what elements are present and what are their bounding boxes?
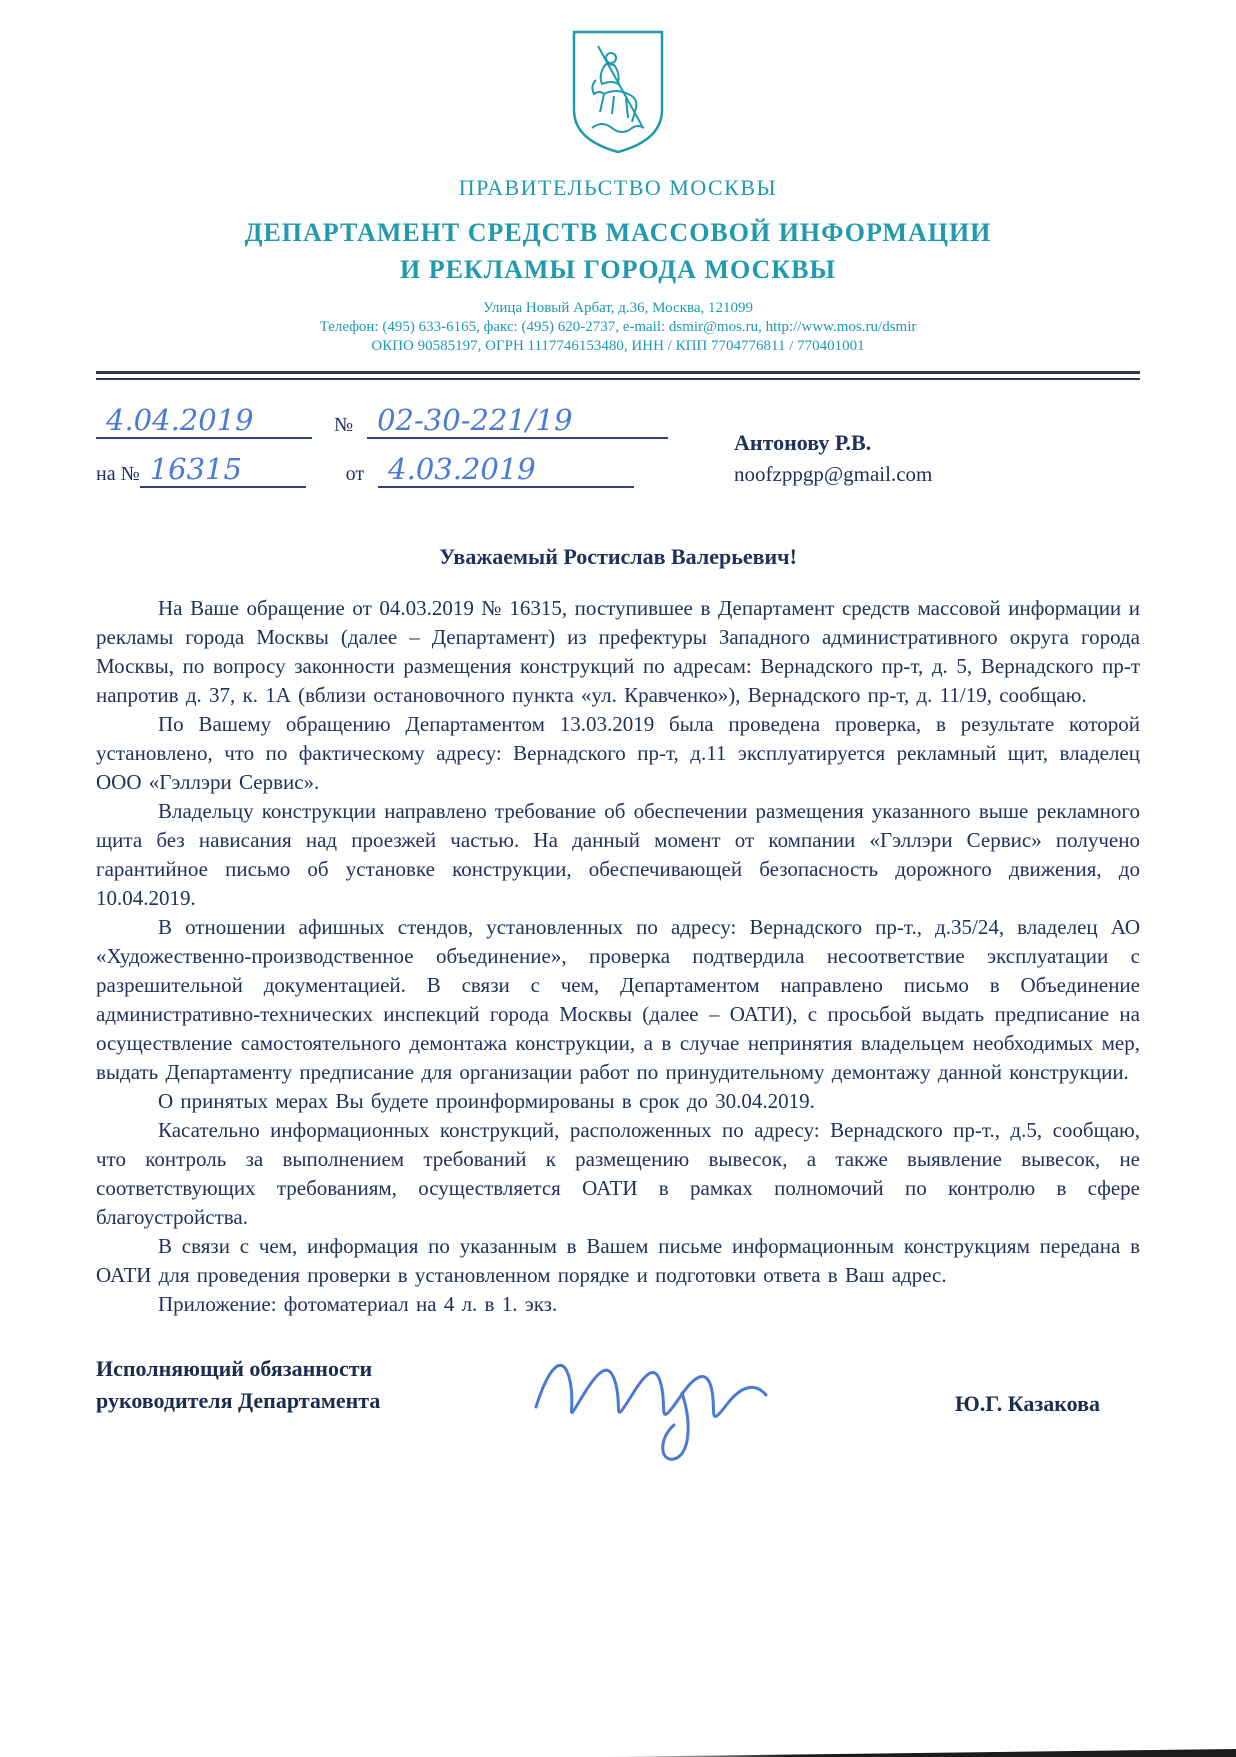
scan-edge-artifact [596,1749,1236,1757]
signer-name: Ю.Г. Казакова [954,1391,1100,1417]
paragraph-3: Владельцу конструкции направлено требование об обеспечении размещения указанного выше рекламного щита без нависания над проезжей частью. На данный момент от компании «Гэллэри Сервис» получено гарантийное письмо об установке конструкции, обеспечивающей безопасность дорожного движения, до 10.04.2019. [96,799,1140,911]
header-separator-rule [96,371,1140,380]
paragraph-1: На Ваше обращение от 04.03.2019 № 16315, поступившее в Департамент средств массовой информации и рекламы города Москвы (далее – Департамент) из префектуры Западного административного округа города Москвы, по вопросу законности размещения конструкций по адресам: Вернадского пр-т, д. 5, Вернадского пр-т напротив д. 37, к. 1А (вблизи остановочного пункта «ул. Кравченко»), Вернадского пр-т, д. 11/19, сообщаю. [96,596,1140,708]
crest-container [96,0,1140,161]
government-title: ПРАВИТЕЛЬСТВО МОСКВЫ [458,175,778,200]
signer-position-line2: руководителя Департамента [96,1388,381,1414]
paragraph-6: Касательно информационных конструкций, расположенных по адресу: Вернадского пр-т., д.5, сообщаю, что контроль за выполнением требований к размещению вывесок, а также выявление вывесок, не соответствующих требованиям, осуществляется ОАТИ в рамках полномочий по контролю в сфере благоустройства. [96,1118,1140,1230]
outgoing-reference-row [96,403,1140,439]
attachment-line: Приложение: фотоматериал на 4 л. в 1. экз. [158,1292,558,1317]
handwritten-signature-icon [526,1329,806,1469]
letter-body [96,594,1140,1319]
signer-position-line1: Исполняющий обязанности [96,1356,373,1382]
incoming-reference-row [96,452,1140,488]
codes-line: ОКПО 90585197, ОГРН 1117746153480, ИНН / КПП 7704776811 / 770401001 [371,337,865,354]
outgoing-number-handwritten: 02-30-221/19 [367,406,668,439]
reference-block [96,403,1140,514]
paragraph-5: О принятых мерах Вы будете проинформированы в срок до 30.04.2019. [158,1089,815,1114]
salutation: Уважаемый Ростислав Валерьевич! [439,544,797,570]
signature-block [96,1353,1140,1483]
paragraph-4: В отношении афишных стендов, установленных по адресу: Вернадского пр-т., д.35/24, владелец АО «Художественно-производственное объединение», проверка подтвердила несоответствие эксплуатации с разрешительной документацией. В связи с чем, Департаментом направлено письмо в Объединение административно-технических инспекций города Москвы (далее – ОАТИ), с просьбой выдать предписание на осуществление самостоятельного демонтажа конструкции, а в случае непринятия владельцем необходимых мер, выдать Департаменту предписание для организации работ по принудительному демонтажу данной конструкции. [96,915,1140,1085]
paragraph-7: В связи с чем, информация по указанным в Вашем письме информационным конструкциям передана в ОАТИ для проведения проверки в установленном порядке и подготовки ответа в Ваш адрес. [96,1234,1140,1288]
recipient-block [734,430,932,487]
department-title-line2: И РЕКЛАМЫ ГОРОДА МОСКВЫ [399,255,837,285]
contacts-line: Телефон: (495) 633-6165, факс: (495) 620-2737, e-mail: dsmir@mos.ru, http://www.mos.ru/dsmir [319,318,917,335]
number-label: № [334,414,354,437]
incoming-date-handwritten: 4.03.2019 [378,455,634,488]
recipient-name: Антонову Р.В. [734,430,872,456]
outgoing-date-handwritten: 4.04.2019 [96,406,312,439]
address-line: Улица Новый Арбат, д.36, Москва, 121099 [482,300,753,317]
department-title-line1: ДЕПАРТАМЕНТ СРЕДСТВ МАССОВОЙ ИНФОРМАЦИИ [244,218,992,247]
from-label: от [345,463,365,486]
incoming-number-handwritten: 16315 [140,455,306,488]
paragraph-2: По Вашему обращению Департаментом 13.03.2019 была проведена проверка, в результате которой установлено, что по фактическому адресу: Вернадского пр-т, д.11 эксплуатируется рекламный щит, владелец ООО «Гэллэри Сервис». [96,712,1140,795]
moscow-coat-of-arms-icon [568,28,668,156]
incoming-number-label: на № [96,463,140,486]
recipient-email: noofzppgp@gmail.com [734,462,933,487]
